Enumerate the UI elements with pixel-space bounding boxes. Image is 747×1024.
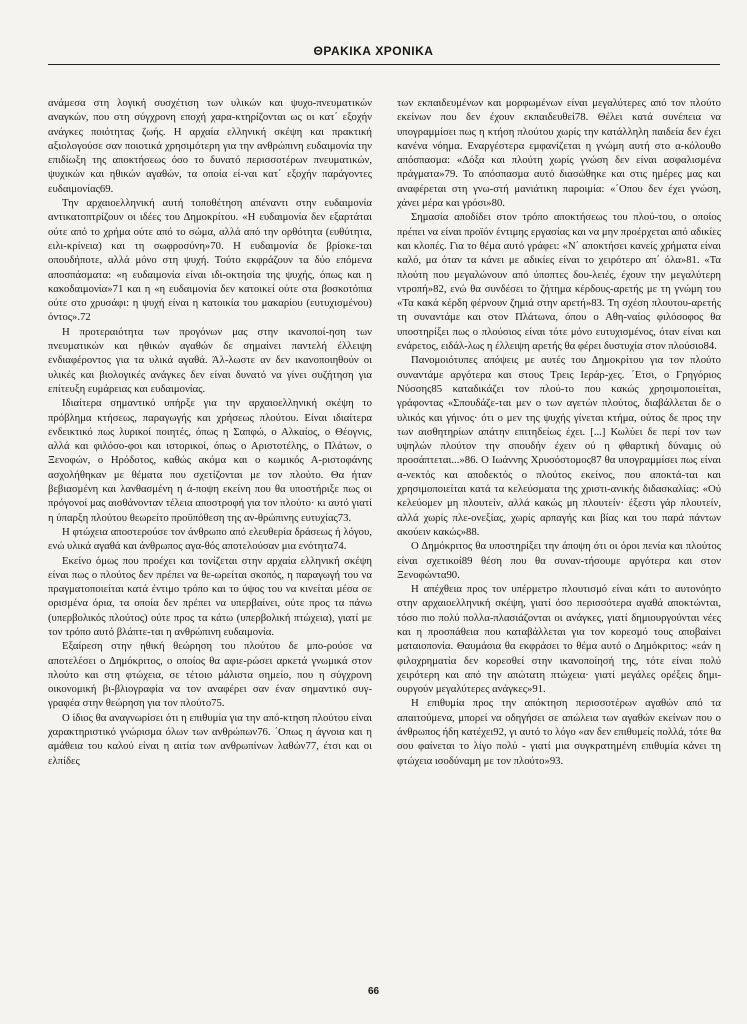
paragraph: Ο Δημόκριτος θα υποστηρίξει την άποψη ότι οι όροι πενία και πλούτος είναι σχετικοί89 θέση που θα συναν-τήσουμε αργότερα και στον Ξενοφώντα90.	[397, 540, 721, 581]
paragraph: ανάμεσα στη λογική συσχέτιση των υλικών και ψυχο-πνευματικών αναγκών, που στη σύγχρονη εποχή χαρα-κτηρίζονται ως οι κατ΄ εξοχήν ανάγκες ποιότητας ζωής. Η αρχαία ελληνική σκέψη και πρακτική αξιολογούσε σαν ποιοτικά χρησιμότερη για την ανθρώπινη ευδαιμονία την επιδίωξη της αποκτήσεως όσο το δυνατό περισσοτέρων πνευματικών, ψυχικών και ηθικών αγαθών, τα οποία εί-ναι κατ΄ εξοχήν παράγοντες ευδαιμονίας69.	[48, 97, 372, 195]
page-number: 66	[367, 986, 380, 997]
right-column	[397, 96, 721, 768]
paragraph: Η φτώχεια αποστερούσε τον άνθρωπο από ελευθερία δράσεως ή λόγου, ενώ υλικά αγαθά και άνθρωπος αγα-θός αποτελούσαν μια ενότητα74.	[48, 525, 372, 553]
paragraph: Σημασία αποδίδει στον τρόπο αποκτήσεως του πλού-του, ο οποίος πρέπει να είναι προϊόν έντιμης εργασίας και να μην προέρχεται από αδικίες και κλοπές. Για το θέμα αυτό γράφει: «Ν΄ αποκτήσει κανείς χρήματα είναι καλό, μα όταν τα κάνει με αδικίες είναι το χειρότερο απ΄ όλα»81. «Τα πλούτη που μεγαλώνουν από ύποπτες δου-λειές, έχουν την μεγαλύτερη ντροπή»82, ενώ θα συνδέσει το ζήτημα κέρδους-αρετής με τη γνώμη του «Τα κακά κέρδη φέρνουν ζημιά στην αρετή»83. Τη σχέση πλουτου-αρετής τη συναντάμε και στον Πλάτωνα, όπου ο Αθη-ναίος φιλόσοφος θα υποστηρίξει πως ο πλούσιος είναι τότε μόνο ευτυχισμένος, όταν είναι και ενάρετος, ειδάλ-λως η έλλειψη αρετής θα φέρει δυστυχία στον πλούσιο84.	[397, 211, 721, 353]
paragraph: Η επιθυμία προς την απόκτηση περισσοτέρων αγαθών από τα απαιτούμενα, μπορεί να οδηγήσει σε απώλεια των αγαθών εκείνων που ο άνθρωπος ήδη κατέχει92, γι αυτό το λόγο «αν δεν επιθυμείς πολλά, τότε θα σου φαίνεται το λίγο πολύ - γιατί μια συγκρατημένη επιθυμία κάνει τη φτώχεια ισοδύναμη με τον πλούτο»93.	[397, 697, 721, 767]
paragraph: Ιδιαίτερα σημαντικό υπήρξε για την αρχαιοελληνική σκέψη το πρόβλημα κτήσεως, παραγωγής και χρήσεως πλούτου. Είναι ιδιαίτερα ενδεικτικό πως λυρικοί ποιητές, όπως η Σαπφώ, ο Αλκαίος, ο Θέογνις, αλλά και φιλόσο-φοι και ιστορικοί, όπως ο Αριστοτέλης, ο Πλάτων, ο Ξενοφών, ο Ηρόδοτος, καθώς ακόμα και ο κωμικός Α-ριστοφάνης ασχολήθηκαν με θέματα που σχετίζονται με τον πλούτο. Θα ήταν βεβιασμένη και λανθασμένη η ά-ποψη εκείνη που θα υποστήριξε πως οι πρόγονοί μας αισθάνονταν τέλεια αποστροφή για τον πλούτο· κι αυτό γιατί η ύπαρξη πλούτου θεωρείτο προϋπόθεση της αν-θρώπινης ευτυχίας73.	[48, 397, 372, 524]
paragraph: των εκπαιδευμένων και μορφωμένων είναι μεγαλύτερες από τον πλούτο εκείνων που δεν έχουν εκπαιδευθεί78. Θέλει κατά συνέπεια να υπογραμμίσει πως η κτήση πλούτου χωρίς την κατάλληλη παιδεία δεν έχει κανένα νόημα. Εναργέστερα εμφανίζεται η γνώμη αυτή στο α-κόλουθο απόσπασμα: «Δόξα και πλούτη χωρίς γνώση δεν είναι ασφαλισμένα πράγματα»79. Το απόσπασμα αυτό διασώθηκε και στις ημέρες μας και αναφέρεται στη γνω-στή μανιάτικη παροιμία: «΄Οπου δεν έχει γνώση, χάνει μέρα και γρόσι»80.	[397, 97, 721, 210]
paragraph: Την αρχαιοελληνική αυτή τοποθέτηση απέναντι στην ευδαιμονία αντικατοπτρίζουν οι ιδέες του Δημοκρίτου. «Η ευδαιμονία δεν εξαρτάται ούτε από το χρήμα ούτε από το σώμα, αλλά από την ορθότητα (ευθύτητα, ειλι-κρίνεια) και τη σωφροσύνη»70. Η ευδαιμονία δε βρίσκε-ται οπουδήποτε, αλλά μόνο στη ψυχή. Τούτο εκφράζουν τα δύο επόμενα αποσπάσματα: «η ευδαιμονία είναι ιδι-οκτησία της ψυχής, όπως και η κακοδαιμονία»71 και η «η ευδαιμονία δεν κατοικεί ούτε στα βοσκοτόπια ούτε στο χρυσάφι: η ψυχή είναι η κατοικία του μακαρίου (ευτυχισμένου) όντος».72	[48, 197, 372, 324]
running-header: ΘΡΑΚΙΚΑ ΧΡΟΝΙΚΑ	[313, 44, 434, 58]
paragraph: Η προτεραιότητα των προγόνων μας στην ικανοποί-ηση των πνευματικών και ηθικών αγαθών δε σημαίνει παντελή έλλειψη ενδιαφέροντος για τα υλικά αγαθά. Άλ-λωστε αν δεν ικανοποιηθούν οι υλικές και βιολογικές ανάγκες δεν είναι δυνατό να γίνει συζήτηση για επίτευξη ευμάρειας και ευδαιμονίας.	[48, 325, 372, 395]
paragraph: Ο ίδιος θα αναγνωρίσει ότι η επιθυμία για την από-κτηση πλούτου είναι χαρακτηριστικό γνώρισμα όλων των ανθρώπων76. ΄Οπως η άγνοια και η αμάθεια του καλού είναι η αιτία των ανθρωπίνων λαθών77, έτσι και οι ελπίδες	[48, 711, 372, 767]
paragraph: Πανομοιότυπες απόψεις με αυτές του Δημοκρίτου για τον πλούτο συναντάμε αργότερα και στους Τρεις Ιεράρ-χες. ΄Ετσι, ο Γρηγόριος Νύσσης85 καταδικάζει τον πλού-το που κακώς χρησιμοποιείται, γράφοντας «Σπουδάζε-ται μεν ο των αγετών πλούτος, διαβάλλεται δε ο υλικός και γήινος· ότι ο μεν της ψυχής γίνεται κτήμα, ούτος δε προς την των αισθητηρίων απάτην επιτηδείως έχει. [...] Κωλύει δε περί τον των υψηλών πλούτον την σπουδήν έχειν ού η φθαρτική δύναμις ού προσάπτεται...»86. Ο Ιωάννης Χρυσόστομος87 θα υπογραμμίσει πως είναι α-νεκτός και αποδεκτός ο πλούτος εκείνος, που αποκτά-ται και χρησιμοποιείται κατά τα κελεύσματα της χριστι-ανικής διδασκαλίας: «Ού κελεύομεν μη πλουτείν, αλλά κακώς μη πλουτείν· έξεστι γάρ πλουτείν, αλλά χωρίς πλε-ονεξίας, χωρίς αρπαγής και βίας και του παρά πάντων ακούειν κακώς»88.	[397, 354, 721, 538]
paragraph: Η απέχθεια προς τον υπέρμετρο πλουτισμό είναι κάτι το αυτονόητο στην αρχαιοελληνική σκέψη, γιατί όσο περισσότερα αγαθά αποκτώνται, τόσο πιο πολύ πολλα-πλασιάζονται οι ανάγκες, γιατί δημιουργούνται νέες και η προσπάθεια που καταβάλλεται για τον κορεσμό τους αποβαίνει ματαιοπονία. Θαυμάσια θα εκφράσει το θέμα αυτό ο Δημόκριτος: «εάν η φιλοχρηματία δεν κορεσθεί στην ικανοποίησή της, τότε είναι πολύ χειρότερη και από την απώτατη πτώχεια· γιατί μεγάλες ορέξεις δημι-ουργούν μεγαλύτερες ανάγκες»91.	[397, 583, 721, 696]
paragraph: Εξαίρεση στην ηθική θεώρηση του πλούτου δε μπο-ρούσε να αποτελέσει ο Δημόκριτος, ο οποίος θα αφιε-ρώσει αρκετά γνωμικά στον πλούτο και στη φτώχεια, σε τέτοιο μάλιστα σημείο, που η σύγχρονη οικονομική βι-βλιογραφία να τον αναφέρει σαν έναν σημαντικό συγ-γραφέα στην θεώρηση για τον πλούτο75.	[48, 640, 372, 710]
left-column	[48, 96, 372, 768]
header-rule	[48, 64, 720, 65]
paragraph: Εκείνο όμως που προέχει και τονίζεται στην αρχαία ελληνική σκέψη είναι πως ο πλούτος δεν πρέπει να θε-ωρείται σκοπός, η παραγωγή του να πραγματοποιείται κατά έντιμο τρόπο και το ύψος του να κινείται μέσα σε ορισμένα όρια, τα οποία δεν πρέπει να υπερβαίνει, ούτε προς τα πάνω (υπερβολικός πλούτος) ούτε προς τα κάτω (υπερβολική πτώχεια), γιατί με τον τρόπο αυτό βλάπτε-ται η ανθρώπινη ευδαιμονία.	[48, 554, 372, 638]
